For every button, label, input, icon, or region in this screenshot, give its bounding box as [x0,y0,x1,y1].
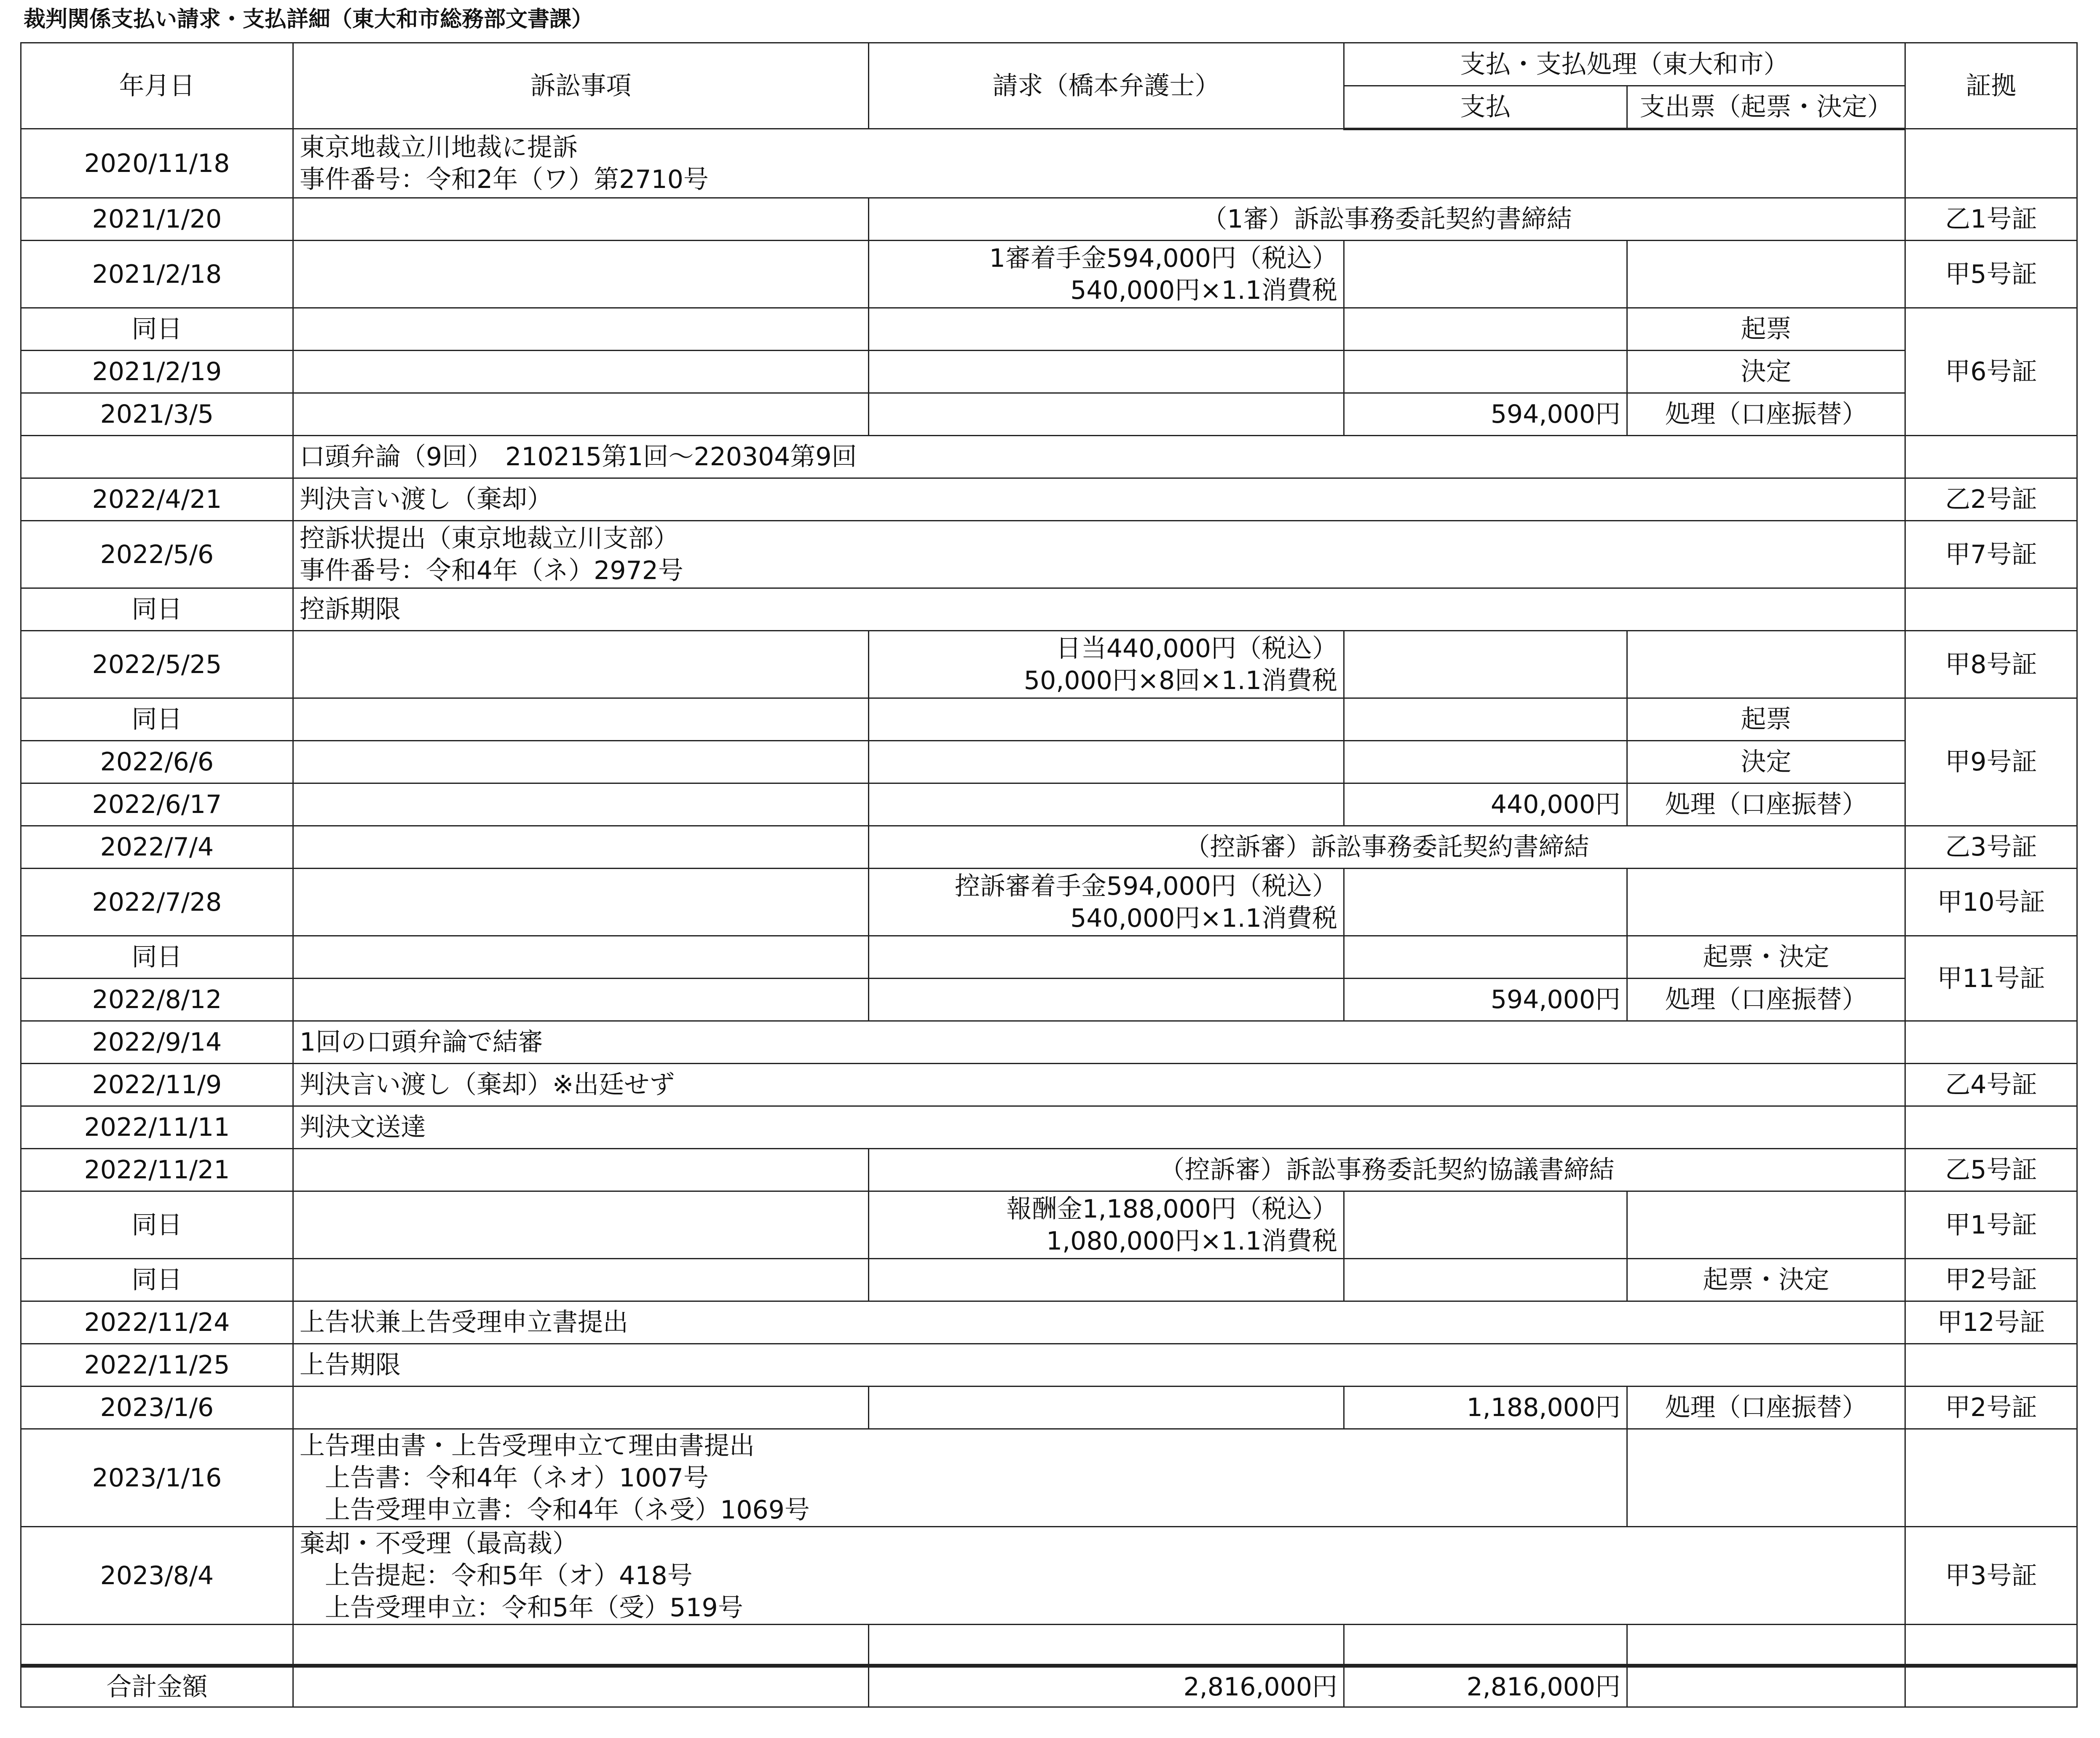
row-evidence [1905,1106,2077,1149]
header-date: 年月日 [21,43,293,129]
row-claim [869,241,1344,308]
table-row [21,1149,2077,1191]
row-voucher [1627,1429,1905,1527]
row-date: 2022/7/28 [21,869,293,936]
row-payment [1344,936,1627,979]
row-matter: 控訴期限 [293,588,1905,631]
row-voucher [1627,241,1905,308]
row-evidence [1905,588,2077,631]
row-date: 2022/11/25 [21,1344,293,1387]
table-row [21,521,2077,588]
row-matter: 上告状兼上告受理申立書提出 [293,1301,1905,1344]
row-claim [869,393,1344,436]
total-claim: 2,816,000円 [869,1666,1344,1707]
row-date: 2021/2/19 [21,351,293,393]
claim-line: 日当440,000円（税込） [1055,633,1337,663]
row-evidence: 甲12号証 [1905,1301,2077,1344]
table-row [21,308,2077,351]
row-payment [1344,1259,1627,1301]
row-matter [293,241,869,308]
table-row [21,241,2077,308]
total-payment: 2,816,000円 [1344,1666,1627,1707]
row-payment [1344,1625,1627,1666]
row-claim [869,783,1344,826]
row-voucher: 決定 [1627,741,1905,783]
row-matter [293,1625,869,1666]
row-claim [869,1191,1344,1259]
matter-line: 上告受理申立：令和5年（受）519号 [325,1593,743,1623]
row-date: 2022/9/14 [21,1021,293,1064]
row-claim [869,869,1344,936]
table-row [21,1429,2077,1527]
total-matter [293,1666,869,1707]
table-row [21,436,2077,478]
row-evidence [1905,436,2077,478]
row-payment: 440,000円 [1344,783,1627,826]
row-voucher [1627,631,1905,698]
row-matter [293,1191,869,1259]
row-payment: 594,000円 [1344,979,1627,1021]
row-matter [293,1429,1627,1527]
row-voucher [1627,1191,1905,1259]
table-row [21,869,2077,936]
claim-line: 540,000円×1.1消費税 [1070,275,1337,305]
row-voucher: 処理（口座振替） [1627,393,1905,436]
row-evidence: 甲7号証 [1905,521,2077,588]
row-matter [293,521,1905,588]
row-evidence: 甲2号証 [1905,1387,2077,1429]
row-matter [293,1149,869,1191]
row-date: 同日 [21,308,293,351]
row-date: 同日 [21,588,293,631]
row-payment [1344,351,1627,393]
row-voucher: 処理（口座振替） [1627,979,1905,1021]
row-matter [293,826,869,869]
row-matter: 判決文送達 [293,1106,1905,1149]
row-matter [293,1259,869,1301]
row-evidence: 甲3号証 [1905,1527,2077,1625]
row-contract-event: （控訴審）訴訟事務委託契約協議書締結 [869,1149,1905,1191]
row-evidence: 甲5号証 [1905,241,2077,308]
row-claim [869,1387,1344,1429]
row-matter: 1回の口頭弁論で結審 [293,1021,1905,1064]
row-matter [293,1527,1905,1625]
table-body [21,129,2077,1707]
table-row [21,1527,2077,1625]
matter-line: 控訴状提出（東京地裁立川支部） [300,523,679,553]
row-claim [869,741,1344,783]
row-voucher [1627,869,1905,936]
row-voucher: 処理（口座振替） [1627,1387,1905,1429]
row-date: 2021/1/20 [21,198,293,241]
row-date: 2022/5/25 [21,631,293,698]
document-title: 裁判関係支払い請求・支払詳細（東大和市総務部文書課） [24,7,594,32]
row-date: 2022/7/4 [21,826,293,869]
matter-line: 棄却・不受理（最高裁） [300,1529,578,1558]
row-date: 2023/1/16 [21,1429,293,1527]
row-date: 2023/8/4 [21,1527,293,1625]
row-evidence: 乙4号証 [1905,1064,2077,1106]
header-matter: 訴訟事項 [293,43,869,129]
table-row [21,1106,2077,1149]
row-evidence [1905,1344,2077,1387]
claim-line: 1審着手金594,000円（税込） [989,243,1337,273]
row-payment [1344,308,1627,351]
table-row [21,588,2077,631]
header-evidence: 証拠 [1905,43,2077,129]
row-evidence: 甲2号証 [1905,1259,2077,1301]
row-matter [293,631,869,698]
row-matter: 判決言い渡し（棄却）※出廷せず [293,1064,1905,1106]
row-evidence: 乙1号証 [1905,198,2077,241]
row-claim [869,936,1344,979]
table-row [21,783,2077,826]
table-row [21,741,2077,783]
row-matter [293,979,869,1021]
table-row [21,936,2077,979]
matter-line: 上告理由書・上告受理申立て理由書提出 [300,1431,755,1461]
matter-line: 上告提起：令和5年（オ）418号 [325,1561,693,1590]
row-date: 2022/11/21 [21,1149,293,1191]
header-payment: 支払 [1344,86,1627,129]
row-evidence: 乙3号証 [1905,826,2077,869]
row-claim [869,698,1344,741]
row-matter [293,129,1905,198]
total-voucher [1627,1666,1905,1707]
row-payment: 1,188,000円 [1344,1387,1627,1429]
row-date [21,436,293,478]
table-row [21,198,2077,241]
total-evidence [1905,1666,2077,1707]
table-row [21,631,2077,698]
row-date: 2021/3/5 [21,393,293,436]
row-matter [293,351,869,393]
table-row [21,826,2077,869]
row-voucher: 処理（口座振替） [1627,783,1905,826]
row-evidence [1905,129,2077,198]
row-evidence: 甲10号証 [1905,869,2077,936]
row-matter [293,936,869,979]
table-row [21,393,2077,436]
row-voucher: 起票・決定 [1627,936,1905,979]
row-evidence [1905,1429,2077,1527]
row-payment [1344,241,1627,308]
claim-line: 540,000円×1.1消費税 [1070,903,1337,933]
row-evidence: 甲11号証 [1905,936,2077,1021]
row-date: 2023/1/6 [21,1387,293,1429]
total-label: 合計金額 [21,1666,293,1707]
row-claim [869,631,1344,698]
row-date: 2021/2/18 [21,241,293,308]
row-matter [293,783,869,826]
row-date: 同日 [21,1191,293,1259]
row-matter [293,198,869,241]
table-row [21,351,2077,393]
row-payment [1344,698,1627,741]
row-payment [1344,1191,1627,1259]
row-voucher: 起票・決定 [1627,1259,1905,1301]
table-row [21,698,2077,741]
row-date: 同日 [21,936,293,979]
row-voucher: 起票 [1627,698,1905,741]
row-claim [869,979,1344,1021]
row-matter [293,393,869,436]
row-matter: 判決言い渡し（棄却） [293,478,1905,521]
row-evidence: 甲1号証 [1905,1191,2077,1259]
row-evidence: 甲9号証 [1905,698,2077,826]
row-evidence [1905,1625,2077,1666]
row-date: 同日 [21,1259,293,1301]
table-header [21,43,2077,129]
row-date: 2022/4/21 [21,478,293,521]
row-date: 2022/6/17 [21,783,293,826]
row-date: 同日 [21,698,293,741]
matter-line: 事件番号：令和4年（ネ）2972号 [300,555,683,585]
claim-line: 1,080,000円×1.1消費税 [1046,1226,1337,1256]
header-payment-group: 支払・支払処理（東大和市） [1344,43,1905,86]
table-row [21,129,2077,198]
table-row [21,1387,2077,1429]
matter-line: 上告受理申立書：令和4年（ネ受）1069号 [325,1495,810,1525]
row-claim [869,1259,1344,1301]
table-row [21,1625,2077,1666]
row-date: 2022/11/24 [21,1301,293,1344]
row-matter [293,698,869,741]
row-date: 2020/11/18 [21,129,293,198]
row-matter [293,869,869,936]
claim-line: 50,000円×8回×1.1消費税 [1023,665,1337,695]
row-payment [1344,631,1627,698]
table-row [21,1064,2077,1106]
row-voucher [1627,1625,1905,1666]
table-row [21,1259,2077,1301]
row-date: 2022/5/6 [21,521,293,588]
matter-line: 東京地裁立川地裁に提訴 [300,133,578,163]
table-row [21,478,2077,521]
row-matter [293,741,869,783]
row-contract-event: （1審）訴訟事務委託契約書締結 [869,198,1905,241]
row-claim [869,351,1344,393]
row-voucher: 起票 [1627,308,1905,351]
row-date [21,1625,293,1666]
table-row [21,1301,2077,1344]
header-voucher: 支出票（起票・決定） [1627,86,1905,129]
row-date: 2022/11/9 [21,1064,293,1106]
row-claim [869,308,1344,351]
claim-line: 報酬金1,188,000円（税込） [1006,1194,1337,1224]
row-date: 2022/8/12 [21,979,293,1021]
row-evidence: 甲8号証 [1905,631,2077,698]
row-evidence: 甲6号証 [1905,308,2077,436]
row-payment: 594,000円 [1344,393,1627,436]
row-matter: 上告期限 [293,1344,1905,1387]
row-matter [293,1387,869,1429]
claim-line: 控訴審着手金594,000円（税込） [954,871,1337,901]
row-evidence: 乙5号証 [1905,1149,2077,1191]
row-claim [869,1625,1344,1666]
row-payment [1344,741,1627,783]
table-row [21,979,2077,1021]
matter-line: 事件番号：令和2年（ワ）第2710号 [300,165,709,195]
total-row [21,1666,2077,1707]
row-date: 2022/6/6 [21,741,293,783]
row-evidence: 乙2号証 [1905,478,2077,521]
row-evidence [1905,1021,2077,1064]
row-voucher: 決定 [1627,351,1905,393]
matter-line: 上告書：令和4年（ネオ）1007号 [325,1463,709,1493]
header-claim: 請求（橋本弁護士） [869,43,1344,129]
payment-ledger-table [20,42,2078,1708]
row-contract-event: （控訴審）訴訟事務委託契約書締結 [869,826,1905,869]
row-matter: 口頭弁論（9回） 210215第1回～220304第9回 [293,436,1905,478]
row-date: 2022/11/11 [21,1106,293,1149]
table-row [21,1021,2077,1064]
table-row [21,1191,2077,1259]
row-payment [1344,869,1627,936]
table-row [21,1344,2077,1387]
row-matter [293,308,869,351]
